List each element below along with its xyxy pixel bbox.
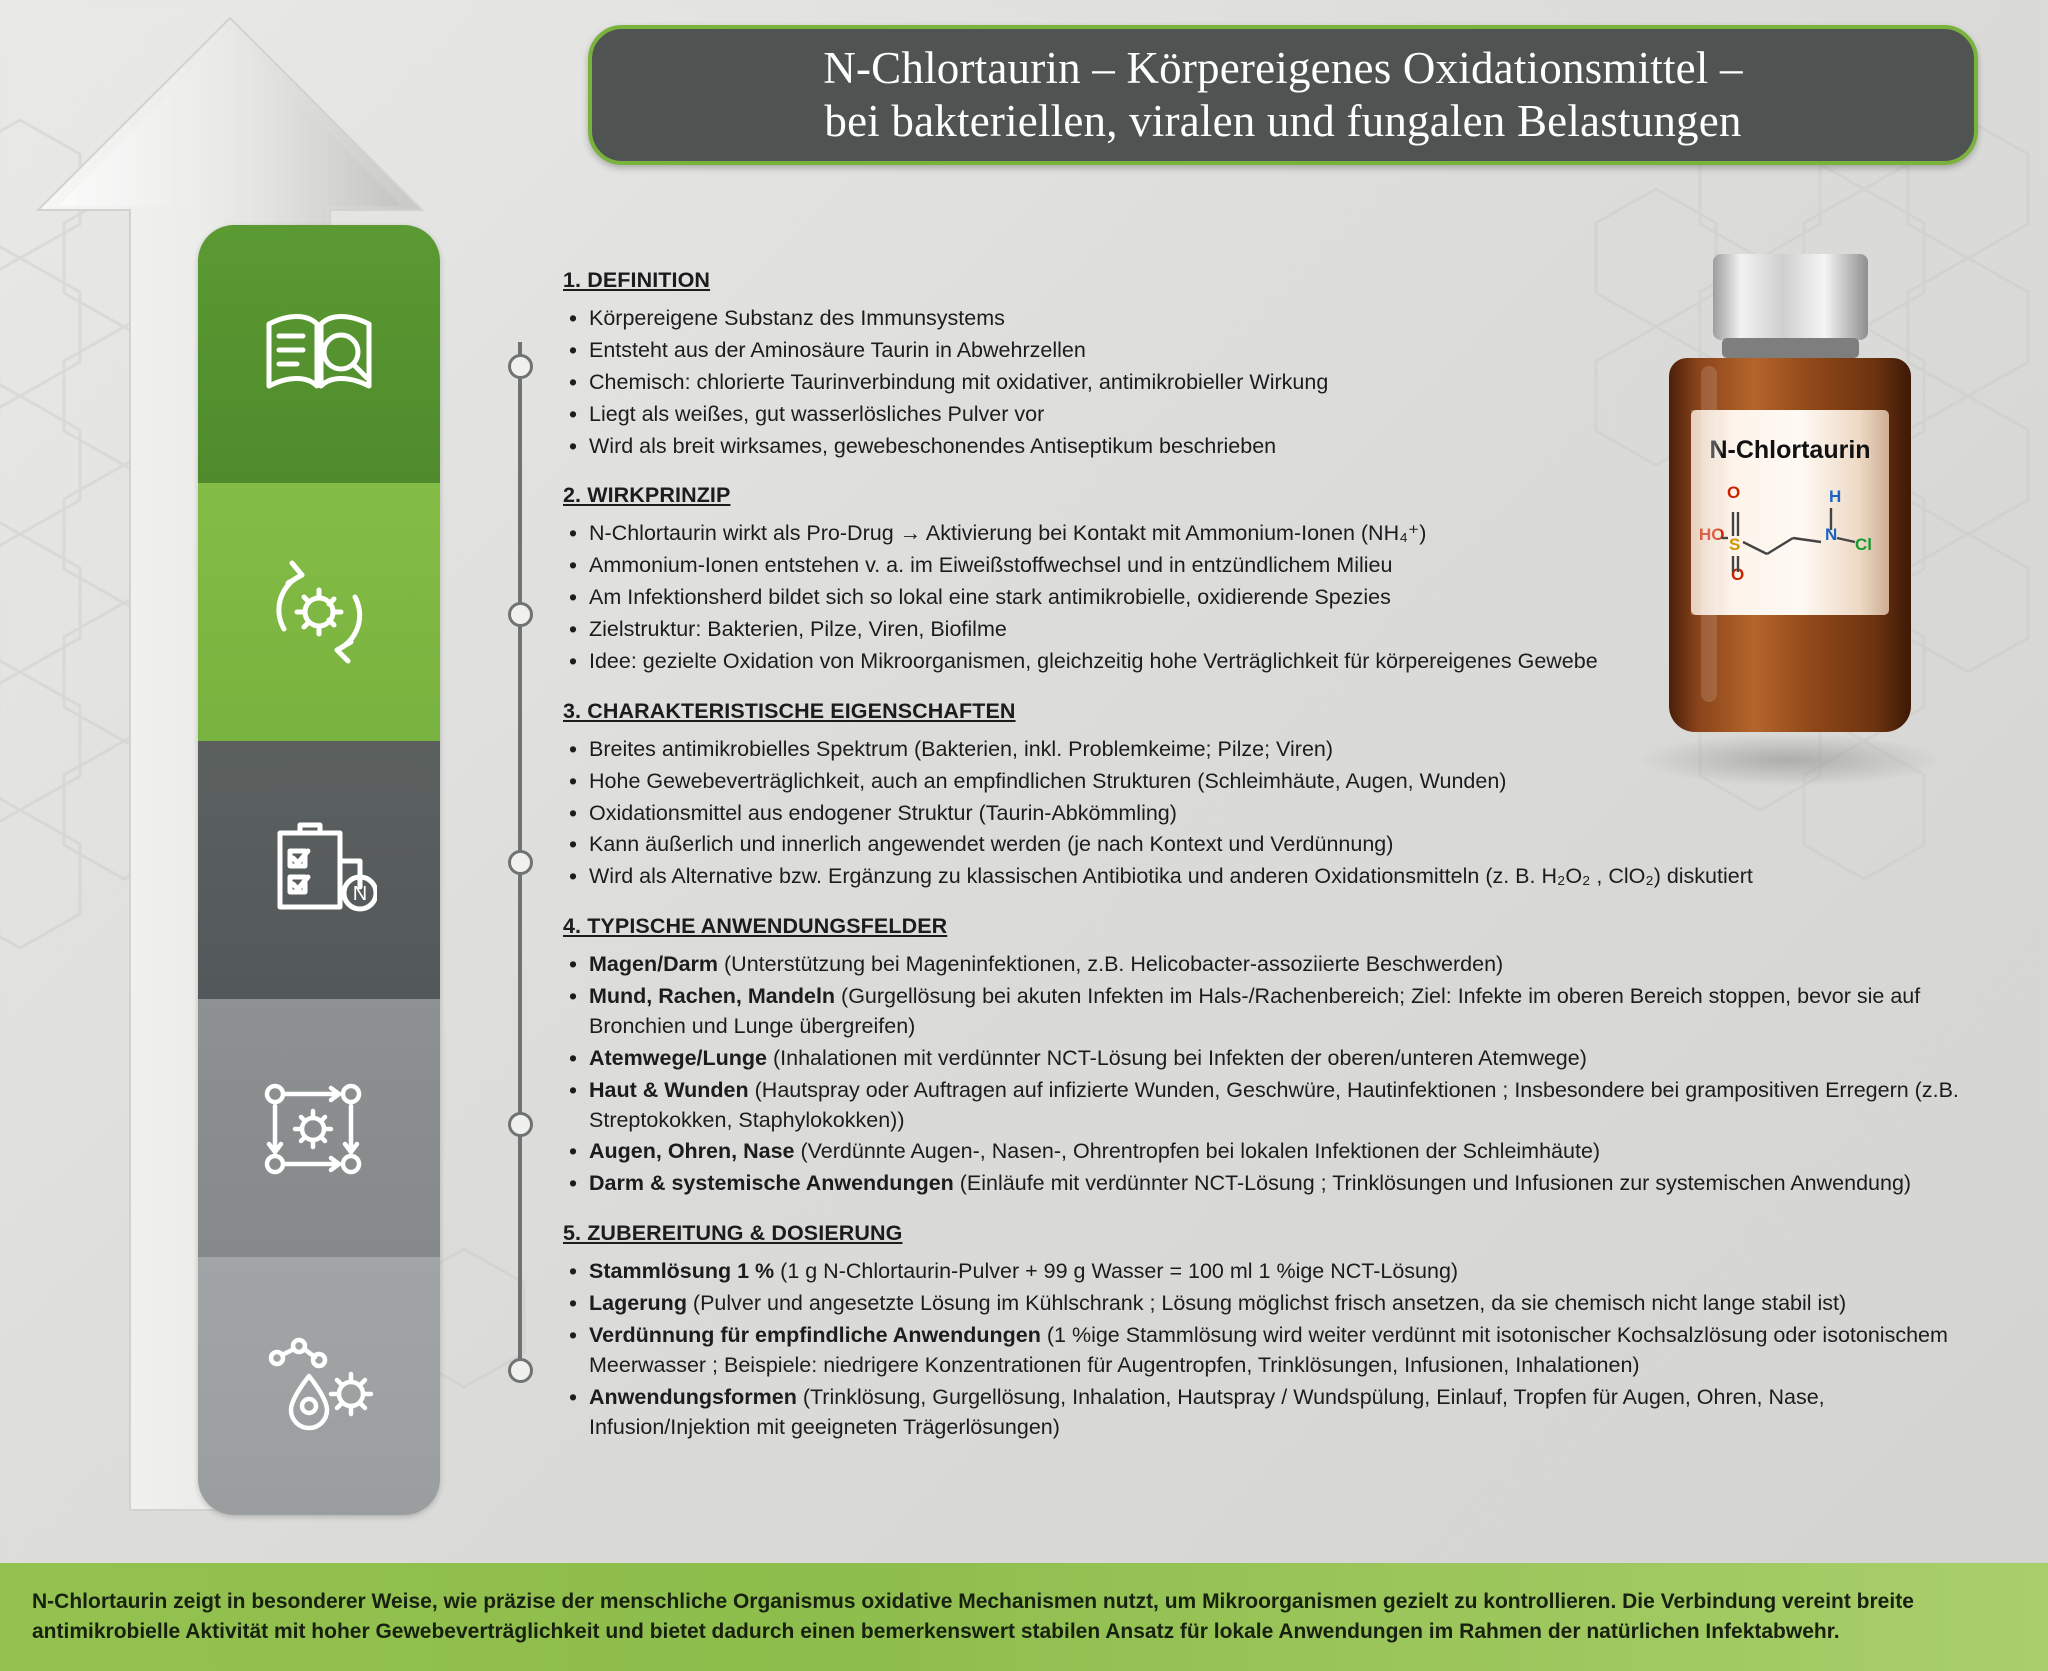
- footer-text: N-Chlortaurin zeigt in besonderer Weise, wie präzise der menschliche Organismus oxidative Mechanismen nutzt, um Mikroorganismen gezielt zu kontrollieren. Die Verbindung vereint breite antimikrobielle Aktivität mit hoher Gewebeverträglichkeit und bietet dadurch einen bemerkenswert stabilen Ansatz für lokale Anwendungen im Rahmen der natürlichen Infektabwehr.: [32, 1590, 1914, 1643]
- list-item: • Idee: gezielte Oxidation von Mikroorganismen, gleichzeitig hohe Verträglichkeit für körpereigenes Gewebe: [563, 647, 1973, 677]
- list-item-text: (Einläufe mit verdünnter NCT-Lösung ; Trinklösungen und Infusionen zur systemischen Anwendung): [953, 1171, 1912, 1196]
- list-item: [563, 982, 1973, 1042]
- list-item: • Kann äußerlich und innerlich angewendet werden (je nach Kontext und Verdünnung): [563, 830, 1973, 860]
- icon-cell-wirkprinzip[interactable]: [198, 483, 440, 741]
- list-item: [563, 1137, 1973, 1167]
- svg-text:S: S: [1729, 535, 1741, 554]
- list-item: • Wird als Alternative bzw. Ergänzung zu klassischen Antibiotika und anderen Oxidationsmitteln (z. B. H₂O₂ , ClO₂) diskutiert: [563, 862, 1973, 892]
- section-heading: 1. DEFINITION: [563, 268, 711, 292]
- svg-text:H: H: [1829, 487, 1842, 506]
- list-item-lead: Mund, Rachen, Mandeln: [589, 984, 836, 1008]
- list-item: [563, 1169, 1973, 1199]
- clipboard-check-icon: [262, 815, 377, 925]
- icon-cell-definition[interactable]: [198, 225, 440, 483]
- list-item: • Breites antimikrobielles Spektrum (Bakterien, inkl. Problemkeime; Pilze; Viren): [563, 735, 1973, 765]
- footer-banner: [0, 1563, 2048, 1671]
- svg-text:O: O: [1731, 565, 1745, 584]
- list-item-text: (Trinklösung, Gurgellösung, Inhalation, Hautspray / Wundspülung, Einlauf, Tropfen für Augen, Ohren, Nase, Infusion/Injektion mit geeigneten Trägerlösungen): [589, 1384, 1825, 1439]
- svg-text:Cl: Cl: [1855, 535, 1872, 554]
- svg-text:N-Chlortaurin: N-Chlortaurin: [1709, 436, 1871, 464]
- list-item-text: (Inhalationen mit verdünnter NCT-Lösung bei Infekten der oberen/unteren Atemwege): [767, 1045, 1587, 1070]
- list-item: [563, 1076, 1973, 1136]
- list-item: • Oxidationsmittel aus endogener Struktur (Taurin-Abkömmling): [563, 799, 1973, 829]
- section-heading: 3. CHARAKTERISTISCHE EIGENSCHAFTEN: [563, 698, 1016, 723]
- timeline-dot-1: [508, 354, 533, 379]
- page-title-line-2: bei bakteriellen, viralen und fungalen Belastungen: [824, 96, 1742, 146]
- icon-column: [198, 225, 440, 1515]
- svg-text:HO: HO: [1699, 525, 1725, 544]
- list-item-text: (Gurgellösung bei akuten Infekten im Hals-/Rachenbereich; Ziel: Infekte im oberen Bereich stoppen, bevor sie auf Bronchien und Lunge übergreifen): [589, 984, 1921, 1038]
- list-item: [563, 1257, 1973, 1287]
- list-item: [563, 1383, 1973, 1443]
- section-heading: 4. TYPISCHE ANWENDUNGSFELDER: [563, 914, 948, 939]
- list-item-lead: Anwendungsformen: [589, 1384, 797, 1409]
- list-item: • Hohe Gewebeverträglichkeit, auch an empfindlichen Strukturen (Schleimhäute, Augen, Wunden): [563, 767, 1973, 797]
- list-item-lead: Haut & Wunden: [589, 1077, 749, 1102]
- svg-text:O: O: [1727, 483, 1741, 502]
- list-item-text: (Hautspray oder Auftragen auf infizierte Wunden, Geschwüre, Hautinfektionen ; Insbesondere bei grampositiven Erregern (z.B. Streptokokken, Staphylokokken)): [589, 1077, 1959, 1132]
- list-item-text: (Pulver und angesetzte Lösung im Kühlschrank ; Lösung möglichst frisch ansetzen, da sie chemisch nicht lange stabil ist): [686, 1291, 1847, 1315]
- list-item: • Zielstruktur: Bakterien, Pilze, Viren, Biofilme: [563, 615, 1973, 645]
- list-item: [563, 1321, 1973, 1381]
- section-wirkprinzip: [563, 483, 1973, 676]
- list-item: • Chemisch: chlorierte Taurinverbindung mit oxidativer, antimikrobieller Wirkung: [563, 368, 1973, 398]
- section-bullet-list: [563, 304, 1973, 461]
- list-item-text: (Unterstützung bei Mageninfektionen, z.B. Helicobacter-assoziierte Beschwerden): [718, 952, 1504, 977]
- section-bullet-list: [563, 1257, 1973, 1442]
- icon-cell-eigenschaften[interactable]: [198, 741, 440, 999]
- list-item: • Entsteht aus der Aminosäure Taurin in Abwehrzellen: [563, 336, 1973, 366]
- list-item-text: (Verdünnte Augen-, Nasen-, Ohrentropfen bei lokalen Infektionen der Schleimhäute): [794, 1139, 1601, 1164]
- list-item: • Ammonium-Ionen entstehen v. a. im Eiweißstoffwechsel und in entzündlichem Milieu: [563, 551, 1973, 581]
- svg-text:N: N: [1825, 525, 1838, 544]
- book-search-icon: [259, 302, 379, 407]
- section-heading: 5. ZUBEREITUNG & DOSIERUNG: [563, 1221, 903, 1246]
- page-title-banner: [588, 25, 1978, 165]
- list-item-text: (1 %ige Stammlösung wird weiter verdünnt mit isotonischer Kochsalzlösung oder isotonischem Meerwasser ; Beispiele: niedrigere Konzentrationen für Augentropfen, Trinklösungen, Infusionen, Inhalationen): [589, 1322, 1948, 1377]
- list-item-lead: Augen, Ohren, Nase: [589, 1139, 795, 1164]
- svg-text:N: N: [352, 883, 367, 905]
- section-zubereitung: [563, 1221, 1973, 1442]
- droplet-molecule-icon: [259, 1336, 379, 1436]
- section-anwendungsfelder: [563, 914, 1973, 1199]
- list-item: • Wird als breit wirksames, gewebeschonendes Antiseptikum beschrieben: [563, 432, 1973, 462]
- list-item-text: (1 g N-Chlortaurin-Pulver + 99 g Wasser = 100 ml 1 %ige NCT-Lösung): [774, 1259, 1459, 1284]
- section-bullet-list: [563, 519, 1973, 676]
- list-item-lead: Atemwege/Lunge: [589, 1045, 767, 1070]
- list-item-lead: Darm & systemische Anwendungen: [589, 1171, 954, 1196]
- list-item: • Körpereigene Substanz des Immunsystems: [563, 304, 1973, 334]
- list-item: • Liegt als weißes, gut wasserlösliches Pulver vor: [563, 400, 1973, 430]
- content-sections: [563, 268, 1973, 1464]
- section-bullet-list: [563, 950, 1973, 1199]
- list-item-lead: Stammlösung 1 %: [589, 1259, 775, 1284]
- workflow-gear-icon: [259, 1078, 379, 1178]
- cycle-gear-icon: [262, 557, 377, 667]
- list-item-lead: Verdünnung für empfindliche Anwendungen: [589, 1322, 1041, 1347]
- timeline-dot-4: [508, 1112, 533, 1137]
- icon-cell-zubereitung[interactable]: [198, 1257, 440, 1515]
- section-heading: 2. WIRKPRINZIP: [563, 483, 731, 508]
- list-item-lead: Lagerung: [589, 1291, 687, 1315]
- list-item: [563, 1289, 1973, 1319]
- list-item: • Am Infektionsherd bildet sich so lokal eine stark antimikrobielle, oxidierende Spezies: [563, 583, 1973, 613]
- timeline-connector: [505, 330, 535, 1390]
- timeline-dot-2: [508, 602, 533, 627]
- page-title: [805, 42, 1760, 147]
- timeline-dot-5: [508, 1358, 533, 1383]
- section-definition: [563, 268, 1973, 461]
- icon-cell-anwendungsfelder[interactable]: [198, 999, 440, 1257]
- section-bullet-list: [563, 735, 1973, 892]
- page-title-line-1: N-Chlortaurin – Körpereigenes Oxidationsmittel –: [823, 43, 1743, 94]
- list-item-lead: Magen/Darm: [589, 952, 719, 977]
- list-item: [563, 1044, 1973, 1074]
- timeline-dot-3: [508, 850, 533, 875]
- list-item: • N-Chlortaurin wirkt als Pro-Drug → Aktivierung bei Kontakt mit Ammonium-Ionen (NH₄⁺): [563, 519, 1973, 549]
- section-eigenschaften: [563, 699, 1973, 892]
- list-item: [563, 950, 1973, 980]
